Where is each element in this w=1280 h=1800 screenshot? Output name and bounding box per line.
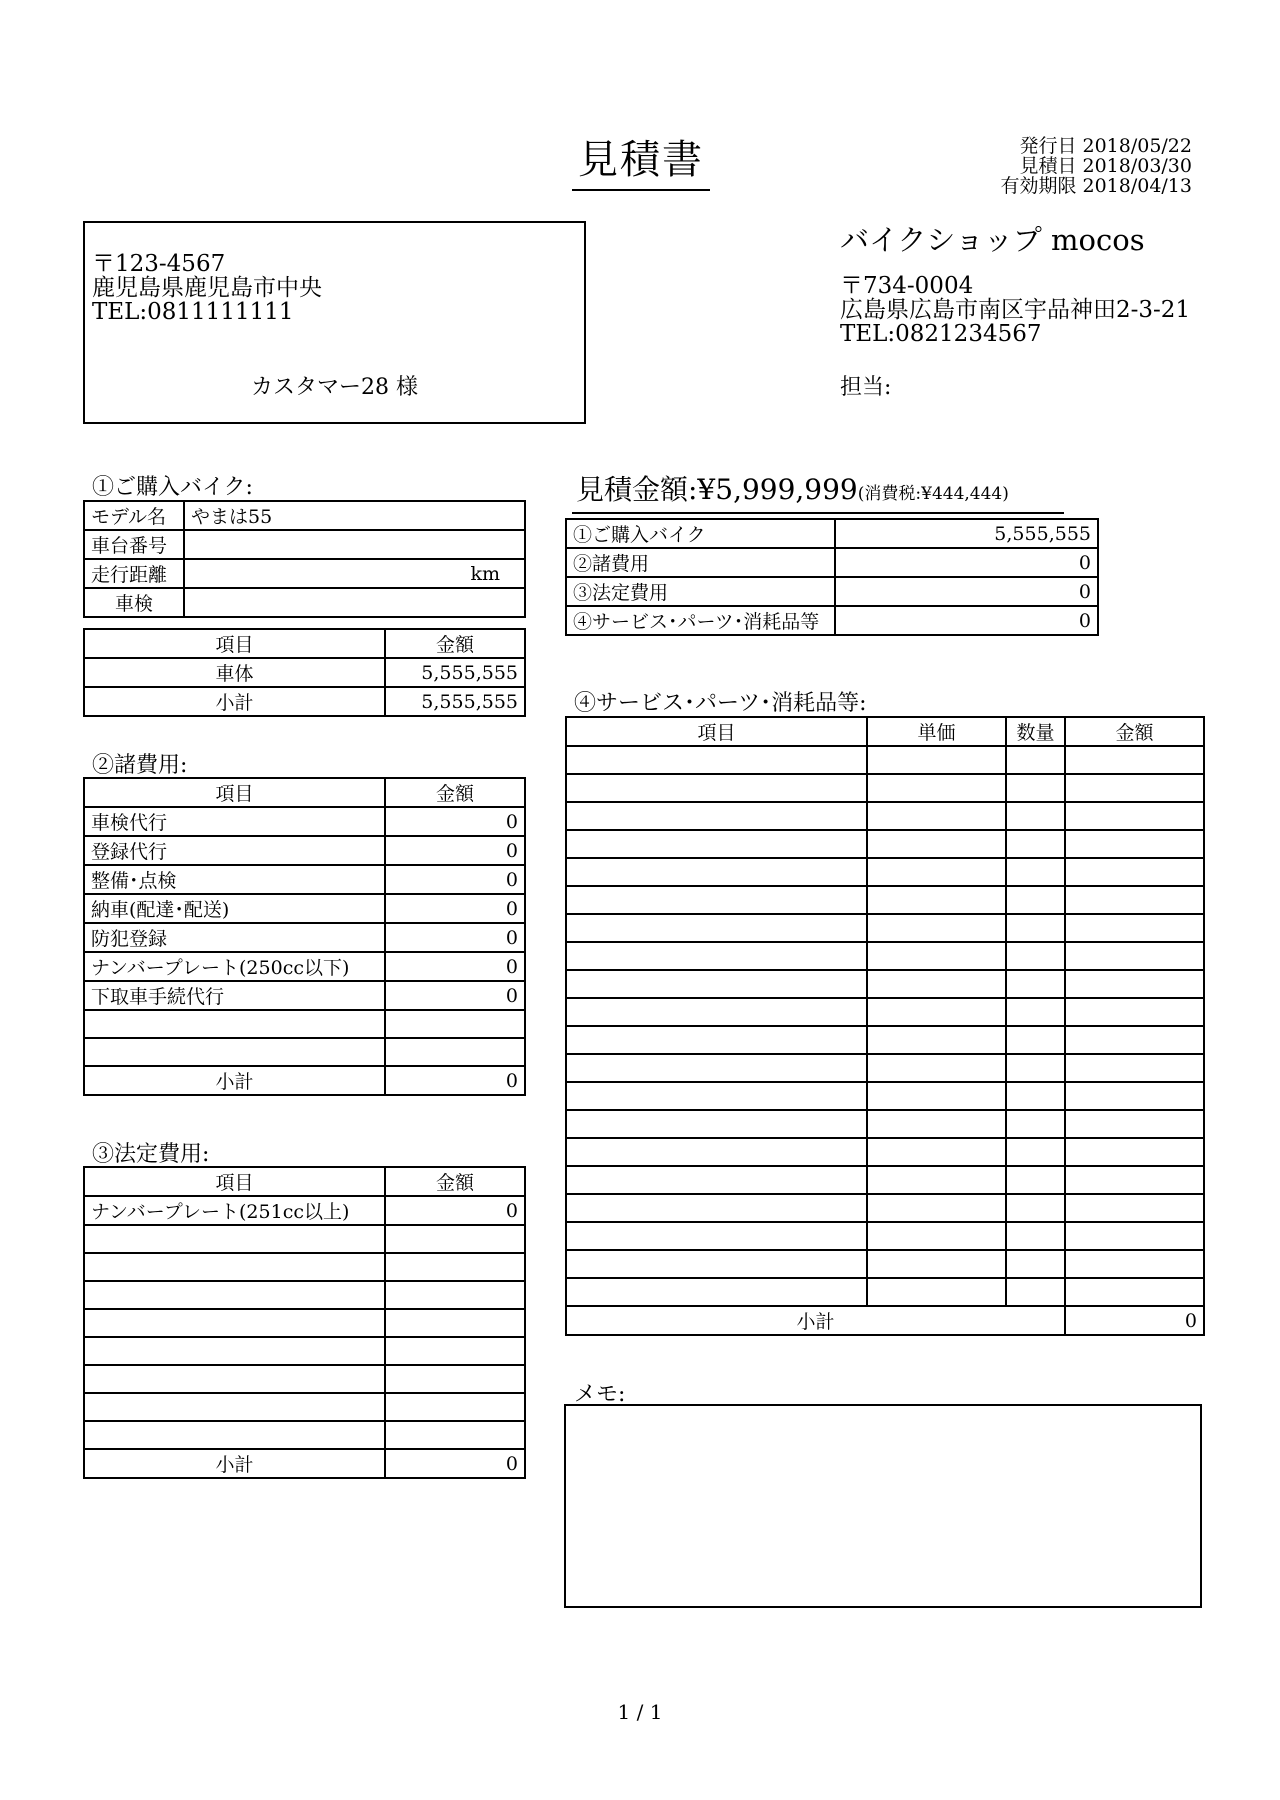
bike-info-label: 走行距離 <box>84 559 184 588</box>
legal-amount: 0 <box>385 1196 525 1225</box>
service-item <box>566 1166 867 1194</box>
fees-heading: ②諸費用: <box>92 753 188 778</box>
column-header: 項目 <box>566 717 867 746</box>
table-row <box>84 1309 525 1337</box>
service-amount <box>1065 914 1204 942</box>
bike-info-label: 車検 <box>84 588 184 617</box>
service-price <box>867 858 1006 886</box>
table-row <box>566 1250 1204 1278</box>
shop-address-line: 広島県広島市南区宇品神田2-3-21 <box>840 297 1191 323</box>
fee-item: 整備･点検 <box>84 865 385 894</box>
fee-item <box>84 1038 385 1066</box>
table-row <box>84 1196 525 1225</box>
service-item <box>566 1110 867 1138</box>
service-price <box>867 1222 1006 1250</box>
subtotal-label: 小計 <box>84 1449 385 1478</box>
bike-info-value <box>184 530 525 559</box>
shop-name: バイクショップ mocos <box>840 223 1145 257</box>
table-row <box>84 923 525 952</box>
table-row <box>566 1054 1204 1082</box>
service-qty <box>1006 998 1065 1026</box>
summary-value: 0 <box>835 606 1098 635</box>
subtotal-label: 小計 <box>84 1066 385 1095</box>
service-item <box>566 858 867 886</box>
table-row <box>84 1393 525 1421</box>
bike-cost-table <box>83 628 526 717</box>
service-item <box>566 998 867 1026</box>
summary-label: ③法定費用 <box>566 577 835 606</box>
table-row <box>84 807 525 836</box>
date-block <box>960 136 1192 196</box>
service-price <box>867 830 1006 858</box>
column-header: 単価 <box>867 717 1006 746</box>
service-price <box>867 802 1006 830</box>
summary-value: 0 <box>835 577 1098 606</box>
table-row <box>84 658 525 687</box>
service-qty <box>1006 1054 1065 1082</box>
bike-cost-item: 車体 <box>84 658 385 687</box>
table-row <box>84 1421 525 1449</box>
column-header: 金額 <box>1065 717 1204 746</box>
table-row <box>84 1010 525 1038</box>
service-price <box>867 1026 1006 1054</box>
service-qty <box>1006 802 1065 830</box>
table-row <box>566 858 1204 886</box>
bike-info-value: km <box>184 559 525 588</box>
table-row <box>566 1194 1204 1222</box>
legal-item <box>84 1393 385 1421</box>
service-price <box>867 746 1006 774</box>
page-number: 1 / 1 <box>617 1700 663 1724</box>
legal-amount <box>385 1281 525 1309</box>
service-item <box>566 1054 867 1082</box>
table-row <box>84 865 525 894</box>
fee-item: ナンバープレート(250cc以下) <box>84 952 385 981</box>
service-qty <box>1006 1250 1065 1278</box>
table-row <box>566 577 1098 606</box>
legal-item: ナンバープレート(251cc以上) <box>84 1196 385 1225</box>
table-row <box>566 606 1098 635</box>
fee-item: 防犯登録 <box>84 923 385 952</box>
service-amount <box>1065 802 1204 830</box>
column-header: 金額 <box>385 778 525 807</box>
table-row <box>566 1110 1204 1138</box>
subtotal-label: 小計 <box>566 1306 1065 1335</box>
service-qty <box>1006 1026 1065 1054</box>
service-price <box>867 914 1006 942</box>
table-row <box>566 1222 1204 1250</box>
service-item <box>566 1250 867 1278</box>
column-header: 金額 <box>385 629 525 658</box>
table-row <box>84 952 525 981</box>
service-price <box>867 1278 1006 1306</box>
service-amount <box>1065 998 1204 1026</box>
service-item <box>566 746 867 774</box>
service-qty <box>1006 886 1065 914</box>
shop-tel: TEL:0821234567 <box>840 321 1042 347</box>
service-price <box>867 1166 1006 1194</box>
legal-amount <box>385 1253 525 1281</box>
table-row <box>566 1278 1204 1306</box>
fee-amount: 0 <box>385 807 525 836</box>
fee-amount <box>385 1038 525 1066</box>
customer-name: カスタマー28 様 <box>251 375 418 400</box>
service-item <box>566 1082 867 1110</box>
table-row <box>566 774 1204 802</box>
estimate-total-amount: 見積金額:¥5,999,999 <box>576 473 858 506</box>
summary-table <box>565 518 1099 636</box>
legal-amount <box>385 1309 525 1337</box>
service-item <box>566 774 867 802</box>
table-row <box>84 1225 525 1253</box>
legal-amount <box>385 1337 525 1365</box>
service-amount <box>1065 746 1204 774</box>
subtotal-label: 小計 <box>84 687 385 716</box>
table-row <box>84 1038 525 1066</box>
service-item <box>566 1278 867 1306</box>
service-price <box>867 774 1006 802</box>
service-amount <box>1065 1194 1204 1222</box>
service-amount <box>1065 1026 1204 1054</box>
table-row <box>566 1138 1204 1166</box>
service-item <box>566 1222 867 1250</box>
service-amount <box>1065 942 1204 970</box>
fee-item: 登録代行 <box>84 836 385 865</box>
fee-amount: 0 <box>385 894 525 923</box>
service-amount <box>1065 1166 1204 1194</box>
legal-item <box>84 1225 385 1253</box>
service-price <box>867 1110 1006 1138</box>
column-header: 数量 <box>1006 717 1065 746</box>
summary-value: 5,555,555 <box>835 519 1098 548</box>
customer-address <box>92 252 322 324</box>
summary-value: 0 <box>835 548 1098 577</box>
service-price <box>867 1138 1006 1166</box>
column-header: 項目 <box>84 778 385 807</box>
table-row <box>84 530 525 559</box>
fee-amount: 0 <box>385 865 525 894</box>
service-qty <box>1006 774 1065 802</box>
legal-amount <box>385 1393 525 1421</box>
column-header: 項目 <box>84 1167 385 1196</box>
service-amount <box>1065 858 1204 886</box>
expiry-date: 有効期限 2018/04/13 <box>1000 175 1192 197</box>
table-row <box>566 1026 1204 1054</box>
service-item <box>566 942 867 970</box>
legal-item <box>84 1337 385 1365</box>
table-row <box>84 501 525 530</box>
subtotal-value: 5,555,555 <box>385 687 525 716</box>
bike-info-value: やまは55 <box>184 501 525 530</box>
table-row <box>84 1167 525 1196</box>
table-row <box>566 1082 1204 1110</box>
bike-info-label: モデル名 <box>84 501 184 530</box>
table-row <box>84 1337 525 1365</box>
bike-cost-amount: 5,555,555 <box>385 658 525 687</box>
customer-tel: TEL:0811111111 <box>92 299 294 325</box>
service-item <box>566 802 867 830</box>
service-price <box>867 1054 1006 1082</box>
fee-amount: 0 <box>385 981 525 1010</box>
table-row <box>84 1365 525 1393</box>
table-row <box>566 886 1204 914</box>
subtotal-value: 0 <box>1065 1306 1204 1335</box>
service-amount <box>1065 774 1204 802</box>
customer-postal: 〒123-4567 <box>92 251 226 277</box>
table-row <box>84 1281 525 1309</box>
legal-heading: ③法定費用: <box>92 1142 210 1167</box>
service-item <box>566 970 867 998</box>
service-price <box>867 998 1006 1026</box>
legal-item <box>84 1309 385 1337</box>
service-amount <box>1065 1278 1204 1306</box>
shop-address <box>840 274 1190 346</box>
service-qty <box>1006 1222 1065 1250</box>
service-item <box>566 886 867 914</box>
service-qty <box>1006 746 1065 774</box>
table-row <box>566 746 1204 774</box>
table-row <box>84 894 525 923</box>
fee-amount: 0 <box>385 952 525 981</box>
table-row <box>84 1253 525 1281</box>
bike-info-table <box>83 500 526 618</box>
fee-amount: 0 <box>385 923 525 952</box>
service-amount <box>1065 970 1204 998</box>
service-item <box>566 1194 867 1222</box>
fee-item: 車検代行 <box>84 807 385 836</box>
memo-box <box>564 1404 1202 1608</box>
service-amount <box>1065 1138 1204 1166</box>
fee-amount: 0 <box>385 836 525 865</box>
legal-amount <box>385 1225 525 1253</box>
service-item <box>566 830 867 858</box>
service-price <box>867 1194 1006 1222</box>
table-row <box>566 970 1204 998</box>
service-qty <box>1006 942 1065 970</box>
estimate-total <box>572 468 1064 514</box>
legal-item <box>84 1421 385 1449</box>
table-row <box>566 998 1204 1026</box>
legal-item <box>84 1253 385 1281</box>
service-price <box>867 970 1006 998</box>
subtotal-row <box>84 1449 525 1478</box>
table-row <box>566 914 1204 942</box>
staff-label: 担当: <box>840 375 892 400</box>
service-amount <box>1065 1054 1204 1082</box>
column-header: 項目 <box>84 629 385 658</box>
table-row <box>566 548 1098 577</box>
subtotal-value: 0 <box>385 1449 525 1478</box>
table-row <box>566 717 1204 746</box>
table-row <box>566 830 1204 858</box>
table-row <box>84 588 525 617</box>
fee-item: 納車(配達･配送) <box>84 894 385 923</box>
service-item <box>566 1026 867 1054</box>
legal-amount <box>385 1421 525 1449</box>
issue-date: 発行日 2018/05/22 <box>1019 135 1192 157</box>
bike-info-label: 車台番号 <box>84 530 184 559</box>
table-row <box>84 981 525 1010</box>
column-header: 金額 <box>385 1167 525 1196</box>
service-qty <box>1006 1110 1065 1138</box>
estimate-total-tax: (消費税:¥444,444) <box>857 484 1009 504</box>
service-qty <box>1006 1166 1065 1194</box>
table-row <box>566 802 1204 830</box>
bike-heading: ①ご購入バイク: <box>92 475 253 500</box>
service-qty <box>1006 914 1065 942</box>
service-amount <box>1065 830 1204 858</box>
service-amount <box>1065 1082 1204 1110</box>
service-item <box>566 1138 867 1166</box>
service-price <box>867 942 1006 970</box>
document-title: 見積書 <box>572 128 710 191</box>
table-row <box>84 629 525 658</box>
service-qty <box>1006 1194 1065 1222</box>
subtotal-row <box>84 1066 525 1095</box>
service-qty <box>1006 1082 1065 1110</box>
subtotal-value: 0 <box>385 1066 525 1095</box>
service-qty <box>1006 1278 1065 1306</box>
table-row <box>84 836 525 865</box>
legal-amount <box>385 1365 525 1393</box>
service-amount <box>1065 1222 1204 1250</box>
fee-item <box>84 1010 385 1038</box>
subtotal-row <box>566 1306 1204 1335</box>
service-item <box>566 914 867 942</box>
service-amount <box>1065 1250 1204 1278</box>
bike-info-value <box>184 588 525 617</box>
legal-item <box>84 1281 385 1309</box>
legal-item <box>84 1365 385 1393</box>
service-price <box>867 1250 1006 1278</box>
fee-amount <box>385 1010 525 1038</box>
legal-table <box>83 1166 526 1479</box>
service-qty <box>1006 858 1065 886</box>
table-row <box>84 778 525 807</box>
table-row <box>566 1166 1204 1194</box>
fees-table <box>83 777 526 1096</box>
summary-label: ④サービス･パーツ･消耗品等 <box>566 606 835 635</box>
fee-item: 下取車手続代行 <box>84 981 385 1010</box>
table-row <box>566 942 1204 970</box>
table-row <box>566 519 1098 548</box>
summary-label: ②諸費用 <box>566 548 835 577</box>
service-qty <box>1006 1138 1065 1166</box>
service-table <box>565 716 1205 1336</box>
service-amount <box>1065 1110 1204 1138</box>
service-qty <box>1006 830 1065 858</box>
summary-label: ①ご購入バイク <box>566 519 835 548</box>
customer-address-line: 鹿児島県鹿児島市中央 <box>92 275 322 301</box>
estimate-date: 見積日 2018/03/30 <box>1019 155 1192 177</box>
service-heading: ④サービス･パーツ･消耗品等: <box>574 691 867 716</box>
table-row <box>84 559 525 588</box>
service-qty <box>1006 970 1065 998</box>
service-price <box>867 886 1006 914</box>
subtotal-row <box>84 687 525 716</box>
service-price <box>867 1082 1006 1110</box>
memo-heading: メモ: <box>574 1382 626 1407</box>
shop-postal: 〒734-0004 <box>840 273 974 299</box>
service-amount <box>1065 886 1204 914</box>
